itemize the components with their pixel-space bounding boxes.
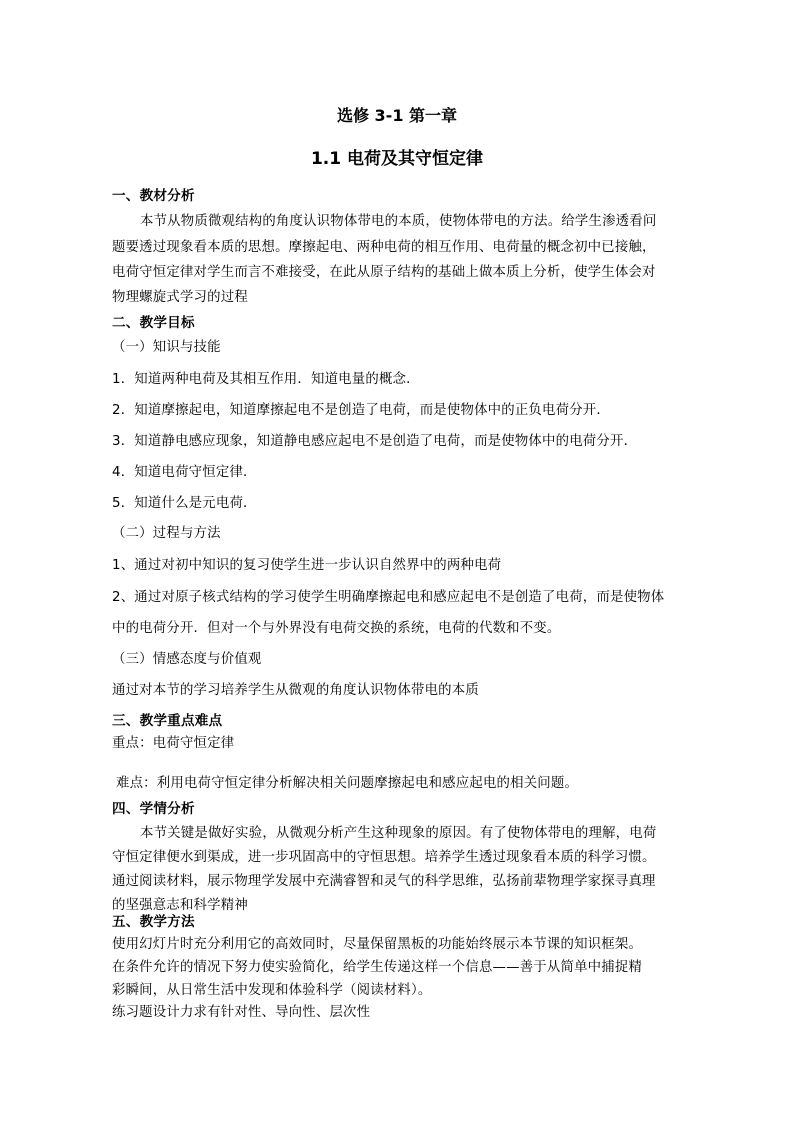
paragraph-line: 通过阅读材料，展示物理学发展中充满睿智和灵气的科学思维，弘扬前辈物理学家探寻真理 bbox=[112, 874, 656, 889]
section-heading-student-analysis: 四、学情分析 bbox=[112, 801, 195, 817]
subheading-emotion-values: （三）情感态度与价值观 bbox=[112, 652, 262, 667]
paragraph-line: 的坚强意志和科学精神 bbox=[112, 898, 248, 913]
document-title: 选修 3-1 第一章 bbox=[336, 106, 458, 125]
subheading-process-method: （二）过程与方法 bbox=[112, 526, 221, 541]
lesson-title: 1.1 电荷及其守恒定律 bbox=[310, 149, 484, 169]
section-heading-teaching-objectives: 二、教学目标 bbox=[112, 315, 195, 331]
paragraph-line: 本节关键是做好实验，从微观分析产生这种现象的原因。有了使物体带电的理解，电荷 bbox=[140, 826, 657, 841]
list-item: 2、通过对原子核式结构的学习使学生明确摩擦起电和感应起电不是创造了电荷，而是使物体 bbox=[112, 590, 665, 605]
paragraph-line: 彩瞬间，从日常生活中发现和体验科学（阅读材料）。 bbox=[112, 983, 432, 998]
key-point-text: 重点：电荷守恒定律 bbox=[112, 736, 235, 751]
list-item: 5．知道什么是元电荷． bbox=[112, 496, 257, 511]
paragraph-line: 练习题设计力求有针对性、导向性、层次性 bbox=[112, 1005, 371, 1020]
paragraph-line: 守恒定律便水到渠成，进一步巩固高中的守恒思想。培养学生透过现象看本质的科学习惯。 bbox=[112, 850, 656, 865]
list-item: 1、通过对初中知识的复习使学生进一步认识自然界中的两种电荷 bbox=[112, 558, 502, 573]
paragraph-line: 本节从物质微观结构的角度认识物体带电的本质，使物体带电的方法。给学生渗透看问 bbox=[140, 214, 657, 229]
list-item: 1．知道两种电荷及其相互作用．知道电量的概念． bbox=[112, 372, 420, 387]
list-item: 4．知道电荷守恒定律． bbox=[112, 465, 257, 480]
paragraph-line: 题要透过现象看本质的思想。摩擦起电、两种电荷的相互作用、电荷量的概念初中已接触， bbox=[112, 240, 656, 255]
paragraph-line: 电荷守恒定律对学生而言不难接受，在此从原子结构的基础上做本质上分析，使学生体会对 bbox=[112, 265, 656, 280]
list-item: 2．知道摩擦起电，知道摩擦起电不是创造了电荷，而是使物体中的正负电荷分开． bbox=[112, 403, 610, 418]
paragraph-line: 物理螺旋式学习的过程 bbox=[112, 290, 248, 305]
list-item: 3．知道静电感应现象，知道静电感应起电不是创造了电荷，而是使物体中的电荷分开． bbox=[112, 434, 638, 449]
difficult-point-text: 难点：利用电荷守恒定律分析解决相关问题摩擦起电和感应起电的相关问题。 bbox=[116, 776, 579, 791]
paragraph-line: 中的电荷分开．但对一个与外界没有电荷交换的系统，电荷的代数和不变。 bbox=[112, 621, 561, 636]
paragraph-line: 通过对本节的学习培养学生从微观的角度认识物体带电的本质 bbox=[112, 683, 479, 698]
section-heading-teaching-methods: 五、教学方法 bbox=[112, 914, 195, 930]
section-heading-textbook-analysis: 一、教材分析 bbox=[112, 188, 195, 204]
section-heading-key-points: 三、教学重点难点 bbox=[112, 713, 223, 729]
paragraph-line: 在条件允许的情况下努力使实验简化，给学生传递这样一个信息——善于从简单中捕捉精 bbox=[112, 960, 643, 975]
subheading-knowledge-skills: （一）知识与技能 bbox=[112, 340, 221, 355]
paragraph-line: 使用幻灯片时充分利用它的高效同时，尽量保留黑板的功能始终展示本节课的知识框架。 bbox=[112, 937, 643, 952]
